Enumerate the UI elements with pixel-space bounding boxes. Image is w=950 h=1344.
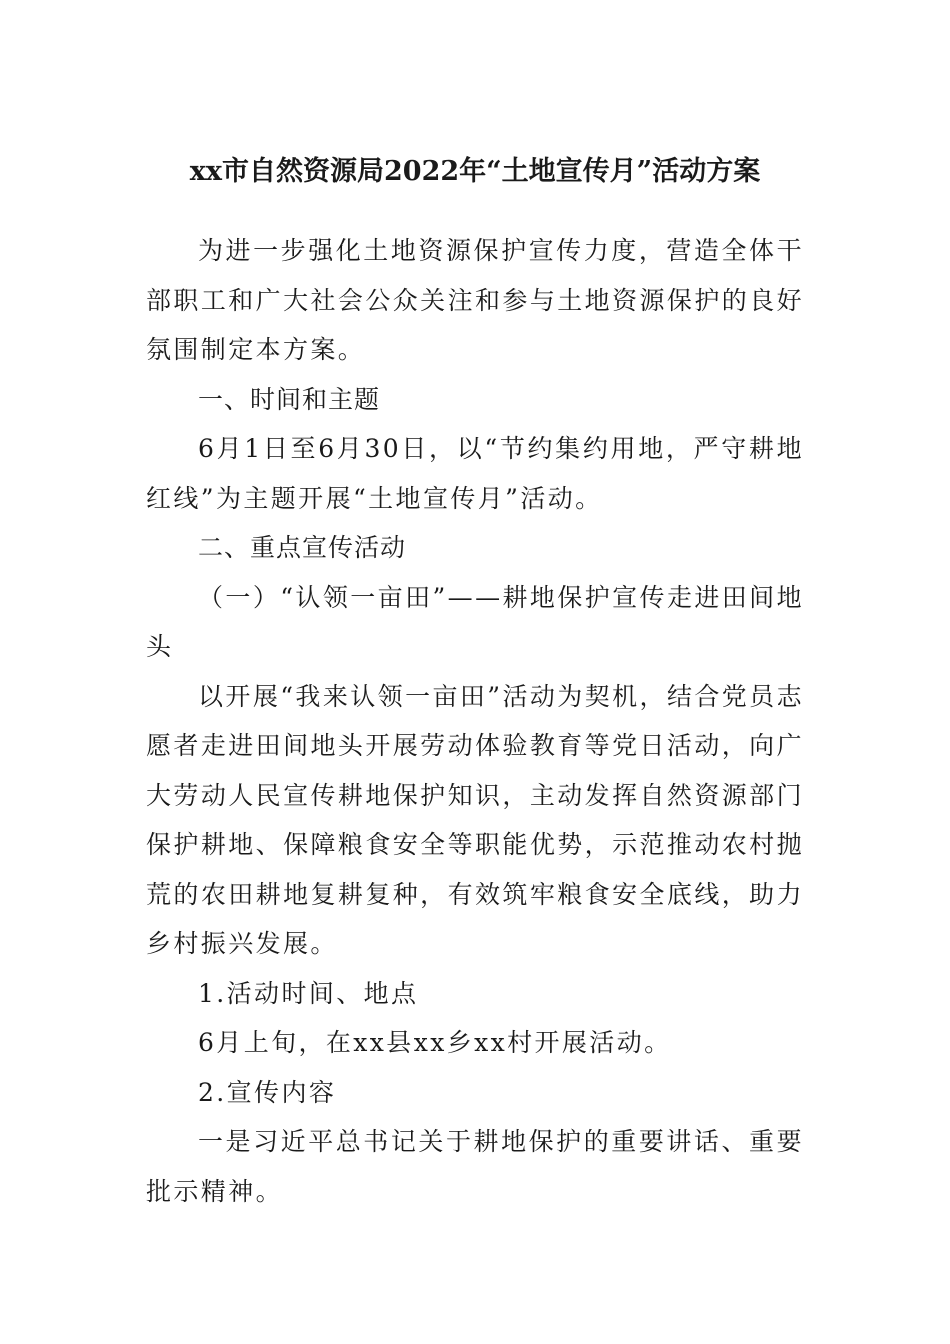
item-heading-time-place: 1.活动时间、地点: [198, 978, 419, 1008]
adopt-field-paragraph: 以开展“我来认领一亩田”活动为契机，结合党员志愿者走进田间地头开展劳动体验教育等党日活动，向广大劳动人民宣传耕地保护知识，主动发挥自然资源部门保护耕地、保障粮食安全等职能优势，示范推动农村抛荒的农田耕地复耕复种，有效筑牢粮食安全底线，助力乡村振兴发展。: [146, 681, 804, 958]
time-place-paragraph: 6月上旬，在xx县xx乡xx村开展活动。: [198, 1028, 672, 1057]
time-theme-paragraph: 6月1日至6月30日，以“节约集约用地，严守耕地红线”为主题开展“土地宣传月”活动。: [146, 434, 804, 513]
document-title: xx市自然资源局2022年“土地宣传月”活动方案: [189, 156, 761, 187]
content-paragraph: 一是习近平总书记关于耕地保护的重要讲话、重要批示精神。: [146, 1127, 804, 1206]
section-heading-key-activities: 二、重点宣传活动: [198, 533, 407, 562]
intro-paragraph: 为进一步强化土地资源保护宣传力度，营造全体干部职工和广大社会公众关注和参与土地资源保护的良好氛围制定本方案。: [146, 236, 804, 364]
document-body: [146, 226, 804, 1216]
item-heading-content: 2.宣传内容: [198, 1077, 337, 1107]
subsection-heading-adopt-field: （一）“认领一亩田”——耕地保护宣传走进田间地头: [146, 582, 804, 661]
section-heading-time-theme: 一、时间和主题: [198, 384, 381, 414]
